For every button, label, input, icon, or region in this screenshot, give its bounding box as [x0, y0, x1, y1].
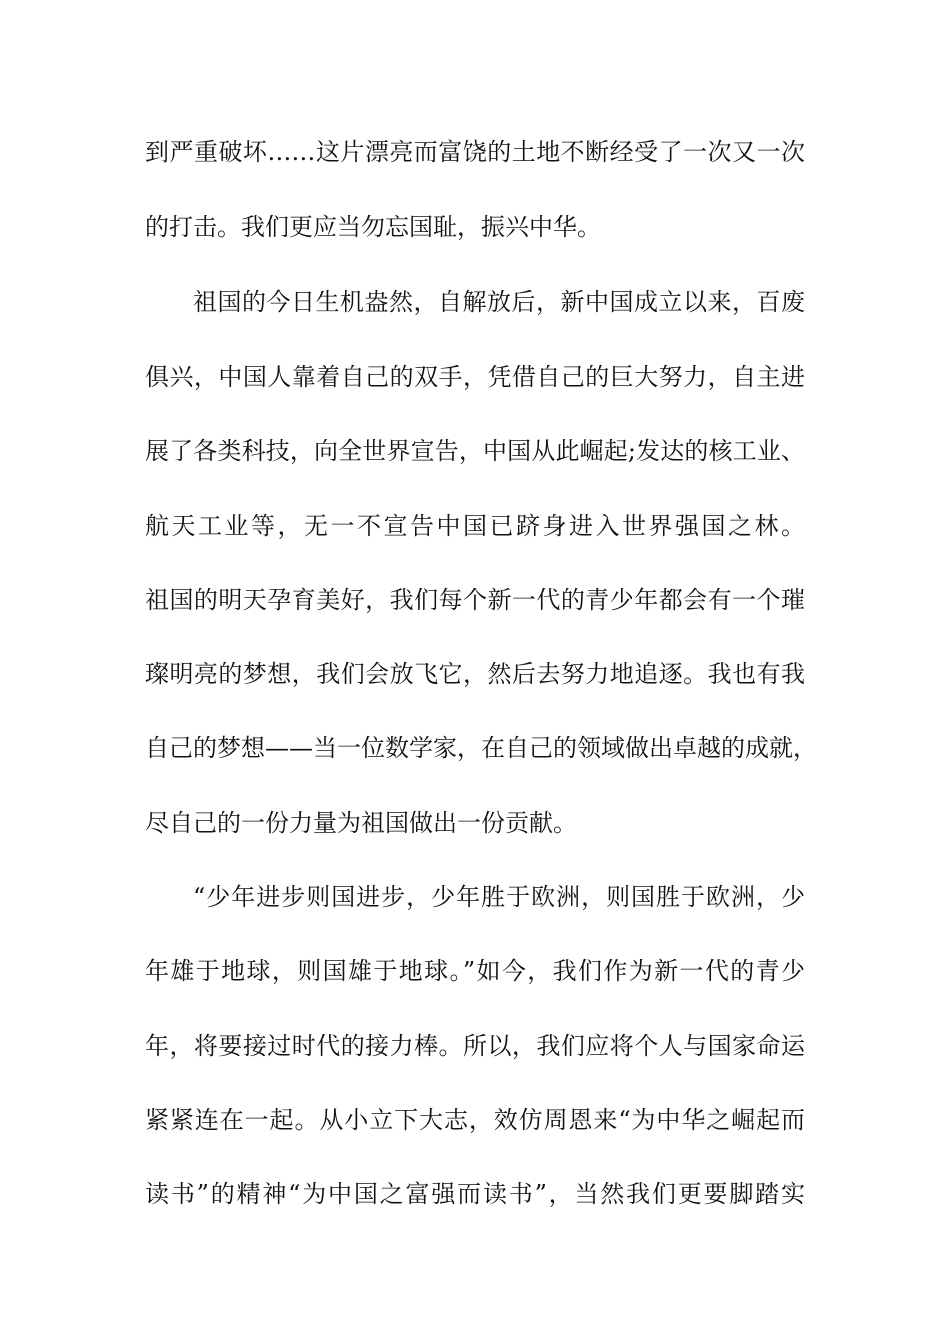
text-line-1: 到严重破坏……这片漂亮而富饶的土地不断经受了一次又一次	[145, 138, 805, 166]
text-line-9: 自己的梦想——当一位数学家，在自己的领域做出卓越的成就，	[145, 734, 817, 762]
text-line-4: 俱兴，中国人靠着自己的双手，凭借自己的巨大努力，自主进	[145, 363, 805, 391]
text-line-11: “少年进步则国进步，少年胜于欧洲，则国胜于欧洲，少	[193, 883, 805, 911]
text-line-5: 展了各类科技，向全世界宣告，中国从此崛起;发达的核工业、	[145, 437, 805, 465]
text-line-8: 璨明亮的梦想，我们会放飞它，然后去努力地追逐。我也有我	[145, 660, 805, 688]
text-line-10: 尽自己的一份力量为祖国做出一份贡献。	[145, 809, 577, 837]
text-line-12: 年雄于地球，则国雄于地球。”如今，我们作为新一代的青少	[145, 957, 805, 985]
text-line-15: 读书”的精神“为中国之富强而读书”，当然我们更要脚踏实	[145, 1180, 805, 1208]
text-line-7: 祖国的明天孕育美好，我们每个新一代的青少年都会有一个璀	[145, 586, 805, 614]
text-line-2: 的打击。我们更应当勿忘国耻，振兴中华。	[145, 213, 601, 241]
text-line-14: 紧紧连在一起。从小立下大志，效仿周恩来“为中华之崛起而	[145, 1106, 805, 1134]
text-line-13: 年，将要接过时代的接力棒。所以，我们应将个人与国家命运	[145, 1032, 805, 1060]
text-line-6: 航天工业等，无一不宣告中国已跻身进入世界强国之林。	[145, 512, 805, 540]
text-line-3: 祖国的今日生机盎然，自解放后，新中国成立以来，百废	[193, 288, 805, 316]
